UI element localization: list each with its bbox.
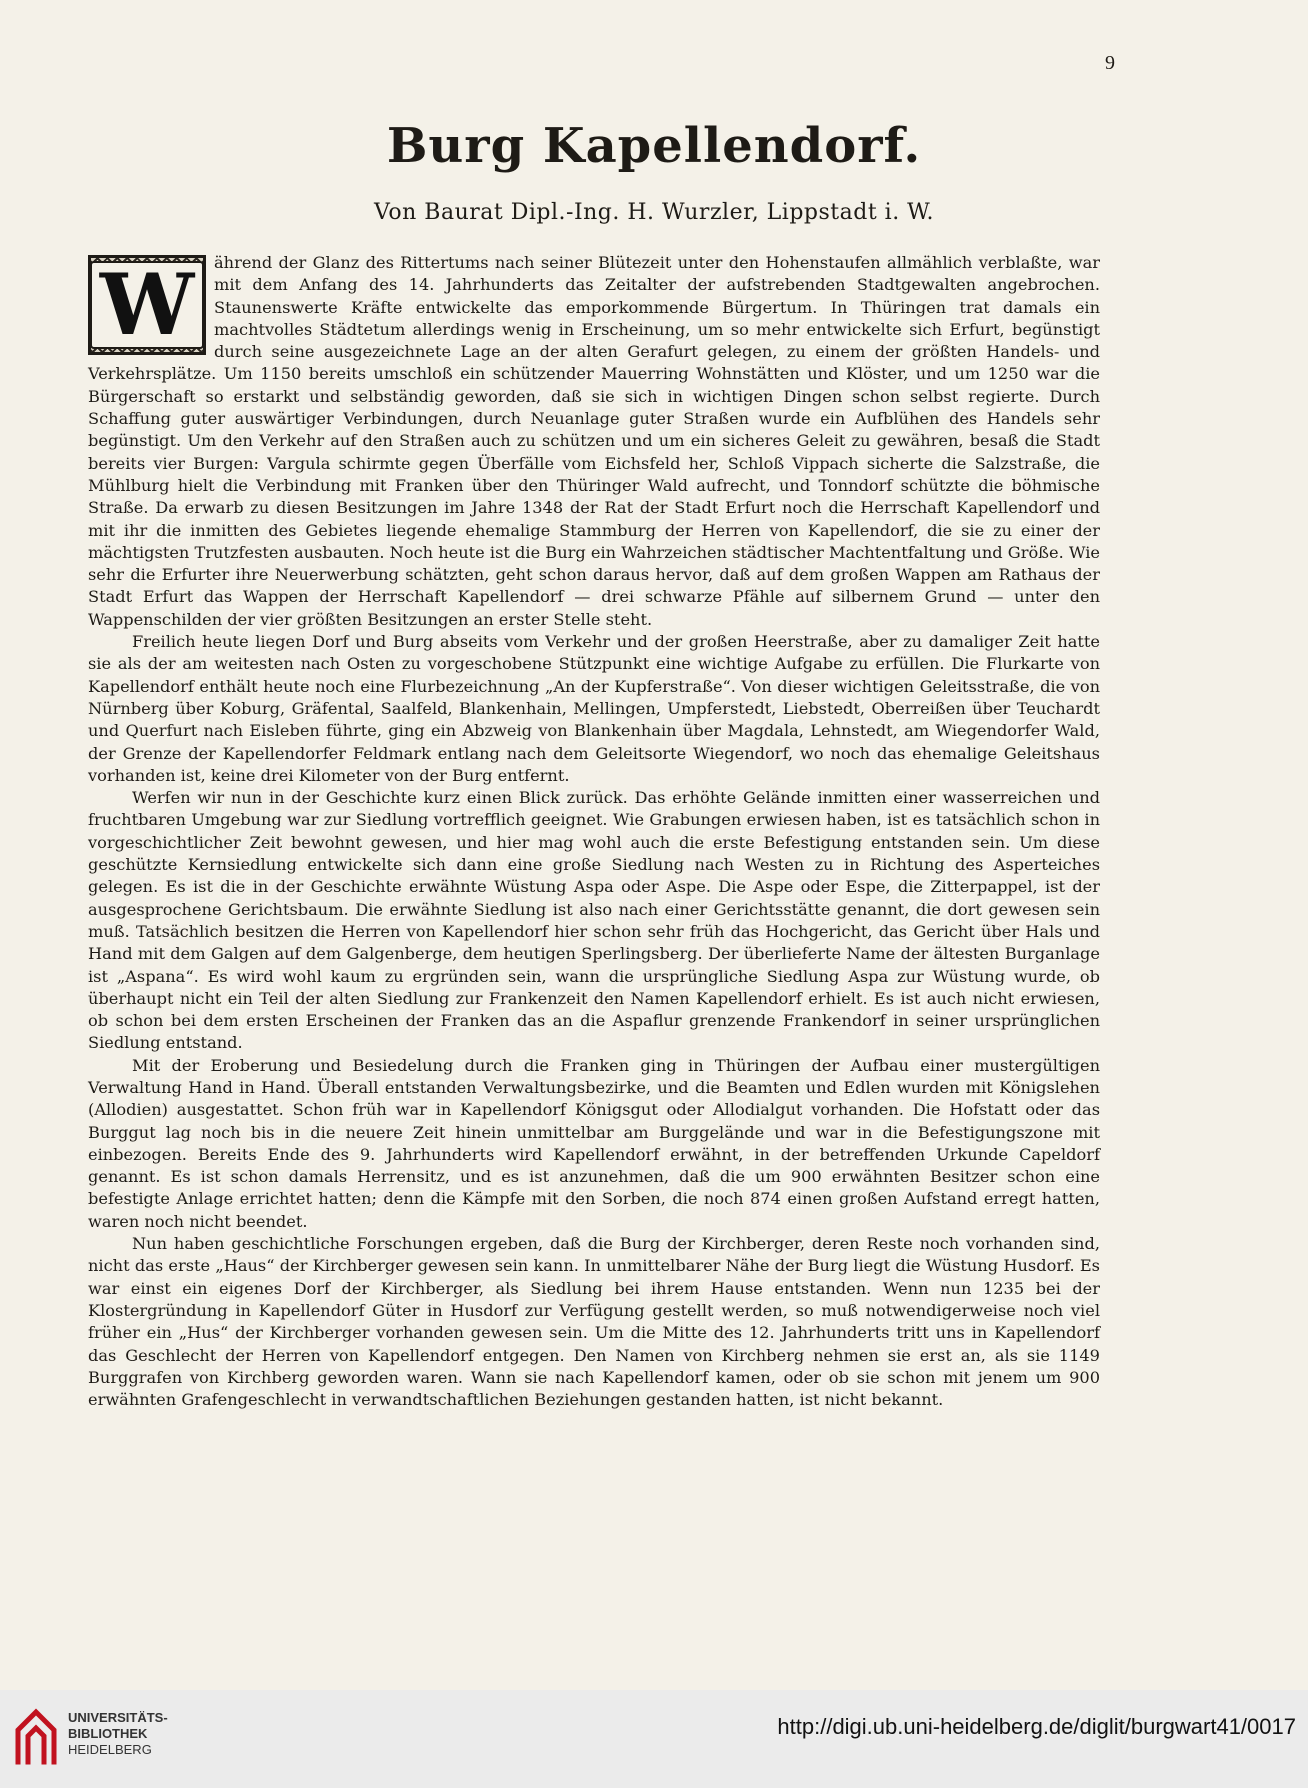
initial-letter: W: [90, 261, 204, 349]
decorated-initial: [88, 255, 206, 355]
paragraph: Nun haben geschichtliche Forschungen ergeben, daß die Burg der Kirchberger, deren Reste noch vorhanden sind, nicht das erste „Haus“ der Kirchberger gewesen sein kann. In unmittelbarer Nähe der Burg liegt die Wüstung Husdorf. Es war einst ein eigenes Dorf der Kirchberger, als Siedlung bei ihrem Hause entstanden. Wenn nun 1235 bei der Klostergründung in Kapellendorf Güter in Husdorf zur Verfügung gestellt werden, so muß notwendigerweise noch viel früher ein „Hus“ der Kirchberger vorhanden gewesen sein. Um die Mitte des 12. Jahrhunderts tritt uns in Kapellendorf das Geschlecht der Herren von Kapellendorf entgegen. Den Namen von Kirchberg nehmen sie erst an, als sie 1149 Burggrafen von Kirchberg geworden waren. Wann sie nach Kapellendorf kamen, oder ob sie schon mit jenem um 900 erwähnten Grafengeschlecht in verwandtschaftlichen Beziehungen gestanden hatten, ist nicht bekannt.: [88, 1234, 1100, 1410]
paragraph: Mit der Eroberung und Besiedelung durch die Franken ging in Thüringen der Aufbau einer mustergültigen Verwaltung Hand in Hand. Überall entstanden Verwaltungsbezirke, und die Beamten und Edlen wurden mit Königslehen (Allodien) ausgestattet. Schon früh war in Kapellendorf Königsgut oder Allodialgut vorhanden. Die Hofstatt oder das Burggut lag noch bis in die neuere Zeit hinein unmittelbar am Burggelände und war in die Befestigungszone mit einbezogen. Bereits Ende des 9. Jahrhunderts wird Kapellendorf erwähnt, in der betreffenden Urkunde Capeldorf genannt. Es ist schon damals Herrensitz, und es ist anzunehmen, daß die um 900 erwähnten Besitzer schon eine befestigte Anlage errichtet hatten; denn die Kämpfe mit den Sorben, die noch 874 einen großen Aufstand erregt hatten, waren noch nicht beendet.: [88, 1055, 1100, 1231]
article-body: [88, 252, 1100, 1411]
article-byline: Von Baurat Dipl.-Ing. H. Wurzler, Lippstadt i. W.: [374, 200, 934, 225]
paragraph: Werfen wir nun in der Geschichte kurz einen Blick zurück. Das erhöhte Gelände inmitten einer wasserreichen und fruchtbaren Umgebung war zur Siedlung vortrefflich geeignet. Wie Grabungen erwiesen haben, ist es tatsächlich schon in vorgeschichtlicher Zeit bewohnt gewesen, und hier mag wohl auch die erste Befestigung entstanden sein. Um diese geschützte Kernsiedlung entwickelte sich dann eine große Siedlung nach Westen zu in Richtung des Asperteiches gelegen. Es ist die in der Geschichte erwähnte Wüstung Aspa oder Aspe. Die Aspe oder Espe, die Zitterpappel, ist der ausgesprochene Gerichtsbaum. Die erwähnte Siedlung ist also nach einer Gerichtsstätte genannt, die dort gewesen sein muß. Tatsächlich besitzen die Herren von Kapellendorf hier schon sehr früh das Hochgericht, das Gericht über Hals und Hand mit dem Galgen auf dem Galgenberge, dem heutigen Sperlingsberg. Der überlieferte Name der ältesten Burganlage ist „Aspana“. Es wird wohl kaum zu ergründen sein, wann die ursprüngliche Siedlung Aspa zur Wüstung wurde, ob überhaupt nicht ein Teil der alten Siedlung zur Frankenzeit den Namen Kapellendorf erhielt. Es ist auch nicht erwiesen, ob schon bei dem ersten Erscheinen der Franken das an die Aspaflur grenzende Frankendorf in seiner ursprünglichen Siedlung entstand.: [88, 788, 1100, 1053]
library-name-line: BIBLIOTHEK: [68, 1726, 148, 1741]
paragraph-text: ährend der Glanz des Rittertums nach seiner Blütezeit unter den Hohenstaufen allmählich verblaßte, war mit dem Anfang des 14. Jahrhunderts das Zeitalter der aufstrebenden Stadtgewalten angebrochen. Staunenswerte Kräfte entwickelte das emporkommende Bürgertum. In Thüringen trat damals ein machtvolles Städtetum allerdings wenig in Erscheinung, um so mehr entwickelte sich Erfurt, begünstigt durch seine ausgezeichnete Lage an der alten Gerafurt gelegen, zu einem der größten Handels- und Verkehrsplätze. Um 1150 bereits umschloß ein schützender Mauerring Wohnstätten und Klöster, und um 1250 war die Bürgerschaft so erstarkt und selbständig geworden, daß sie sich in wichtigen Dingen schon selbst regierte. Durch Schaffung guter auswärtiger Verbindungen, durch Neuanlage guter Straßen wurde ein Aufblühen des Handels sehr begünstigt. Um den Verkehr auf den Straßen auch zu schützen und um ein sicheres Geleit zu gewähren, besaß die Stadt bereits vier Burgen: Vargula schirmte gegen Überfälle vom Eichsfeld her, Schloß Vippach sicherte die Salzstraße, die Mühlburg hielt die Verbindung mit Franken über den Thüringer Wald aufrecht, und Tonndorf schützte die böhmische Straße. Da erwarb zu diesen Besitzungen im Jahre 1348 der Rat der Stadt Erfurt noch die Herrschaft Kapellendorf und mit ihr die inmitten des Gebietes liegende ehemalige Stammburg der Herren von Kapellendorf, die sie zu einer der mächtigsten Trutzfesten ausbauten. Noch heute ist die Burg ein Wahrzeichen städtischer Machtentfaltung und Größe. Wie sehr die Erfurter ihre Neuerwerbung schätzten, geht schon daraus hervor, daß auf dem großen Wappen am Rathaus der Stadt Erfurt das Wappen der Herrschaft Kapellendorf — drei schwarze Pfähle auf silbernem Grund — unter den Wappenschilden der vier größten Besitzungen an erster Stelle steht.: [88, 253, 1100, 629]
library-name-line: HEIDELBERG: [68, 1742, 152, 1757]
paragraph: [88, 252, 1100, 631]
source-url-link[interactable]: http://digi.ub.uni-heidelberg.de/diglit/burgwart41/0017: [777, 1714, 1296, 1739]
library-name: [68, 1710, 168, 1758]
paragraph: Freilich heute liegen Dorf und Burg abseits vom Verkehr und der großen Heerstraße, aber zu damaliger Zeit hatte sie als der am weitesten nach Osten zu vorgeschobene Stützpunkt eine wichtige Aufgabe zu erfüllen. Die Flurkarte von Kapellendorf enthält heute noch eine Flurbezeichnung „An der Kupferstraße“. Von dieser wichtigen Geleitsstraße, die von Nürnberg über Koburg, Gräfental, Saalfeld, Blankenhain, Mellingen, Umpferstedt, Liebstedt, Oberreißen über Teuchardt und Querfurt nach Eisleben führte, ging ein Abzweig von Blankenhain über Magdala, Lehnstedt, am Wiegendorfer Wald, der Grenze der Kapellendorfer Feldmark entlang nach dem Geleitsorte Wiegendorf, wo noch das ehemalige Geleitshaus vorhanden ist, keine drei Kilometer von der Burg entfernt.: [88, 632, 1100, 785]
library-logo-icon: [14, 1700, 58, 1766]
library-name-line: UNIVERSITÄTS-: [68, 1710, 168, 1725]
page-number: 9: [1105, 52, 1115, 74]
article-title: Burg Kapellendorf.: [386, 118, 922, 174]
